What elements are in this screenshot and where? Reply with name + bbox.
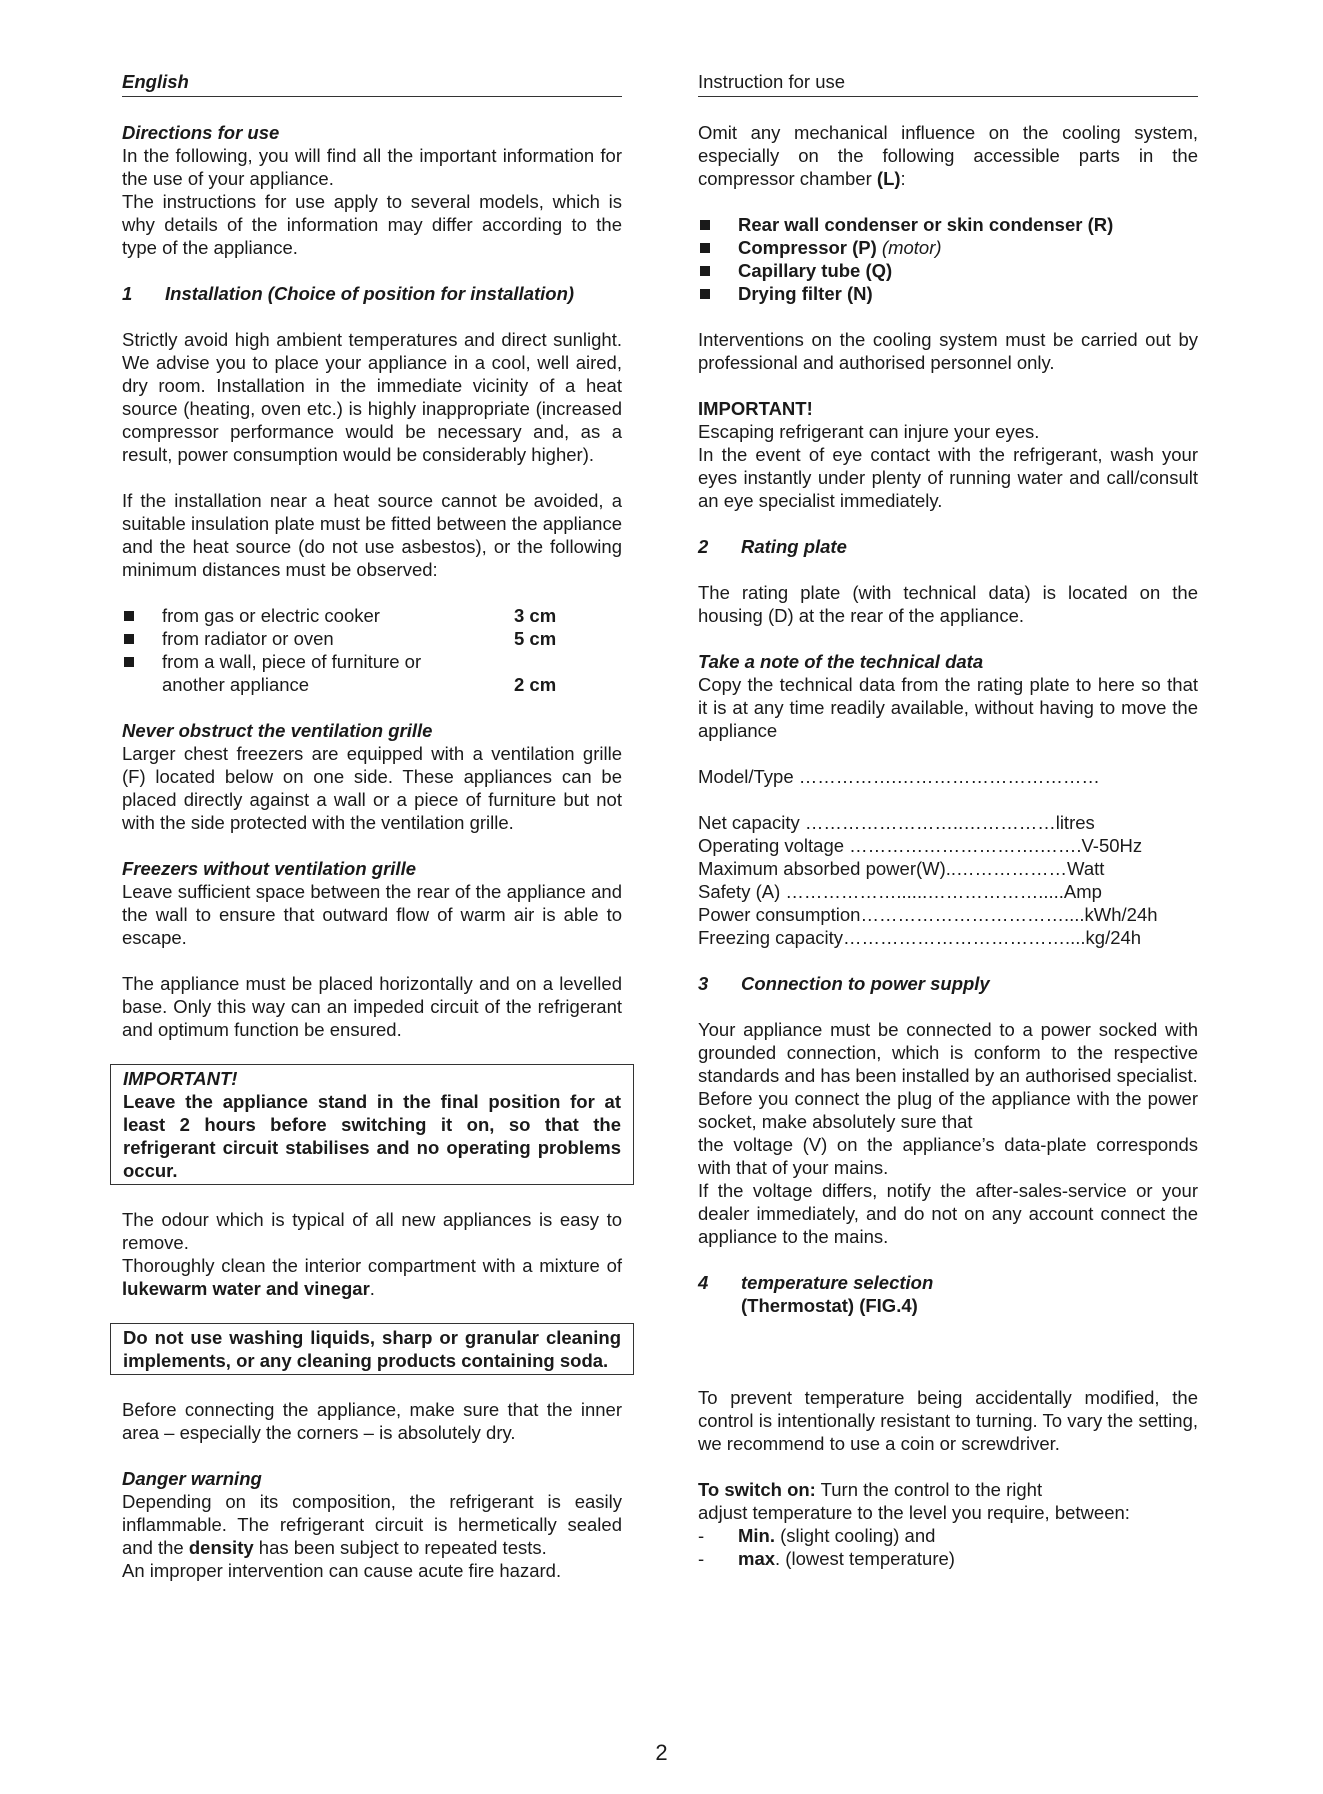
- power-text-3: the voltage (V) on the appliance’s data-plate corresponds with that of your mains.: [698, 1134, 1198, 1178]
- section-title: Installation (Choice of position for installation): [165, 283, 575, 304]
- ventilation-text: Larger chest freezers are equipped with a ventilation grille (F) located below on one side. These appliances can be placed directly against a wall or a piece of furniture but not with the side protected with the ventilation grille.: [122, 743, 622, 833]
- omit-text: Omit any mechanical influence on the cooling system, especially on the following accessible parts in the compressor chamber (L):: [698, 122, 1198, 189]
- danger-title: Danger warning: [122, 1468, 262, 1489]
- important-text: Leave the appliance stand in the final position for at least 2 hours before switching it on, so that the refrigerant circuit stabilises and no operating problems occur.: [123, 1091, 621, 1181]
- section-3-heading: 3 Connection to power supply: [698, 973, 990, 994]
- note-text: Copy the technical data from the rating plate to here so that it is at any time readily available, without having to move the appliance: [698, 674, 1198, 741]
- list-item: from gas or electric cooker 3 cm: [122, 604, 622, 627]
- list-item: - Min. (slight cooling) and: [698, 1525, 936, 1546]
- section-number: 1: [122, 283, 133, 304]
- list-item: from radiator or oven 5 cm: [122, 627, 622, 650]
- switch-on-text: To switch on: Turn the control to the right: [698, 1479, 1043, 1500]
- danger-text-2: An improper intervention can cause acute fire hazard.: [122, 1560, 562, 1581]
- power-text-2: Before you connect the plug of the appliance with the power socket, make absolutely sure that: [698, 1088, 1198, 1132]
- spec-line: Maximum absorbed power(W)..………………Watt: [698, 858, 1105, 879]
- model-line: Model/Type …………….……………………………: [698, 766, 1100, 787]
- installation-text-1: Strictly avoid high ambient temperatures and direct sunlight. We advise you to place your appliance in a cool, well aired, dry room. Installation in the immediate vicinity of a heat source (heating, oven etc.) is highly inappropriate (increased compressor performance would be necessary and, as a result, power consumption would be considerably higher).: [122, 329, 622, 465]
- note-title: Take a note of the technical data: [698, 651, 984, 672]
- list-item: Drying filter (N): [698, 282, 1198, 305]
- washing-warning-text: Do not use washing liquids, sharp or granular cleaning implements, or any cleaning products containing soda.: [123, 1327, 621, 1371]
- no-ventilation-title: Freezers without ventilation grille: [122, 858, 416, 879]
- important-box: [110, 1064, 634, 1185]
- directions-title: Directions for use: [122, 122, 280, 143]
- left-column: [122, 70, 622, 1582]
- adjust-text: adjust temperature to the level you require, between:: [698, 1502, 1130, 1523]
- spec-line: Power consumption……………………………....kWh/24h: [698, 904, 1158, 925]
- list-item: Compressor (P) (motor): [698, 236, 1198, 259]
- language-header: English: [122, 70, 622, 97]
- power-text-1: Your appliance must be connected to a power socked with grounded connection, which is conform to the respective standards and has been installed by an authorised specialist.: [698, 1019, 1198, 1086]
- right-column: [698, 70, 1198, 1570]
- directions-text-1: In the following, you will find all the important information for the use of your appliance.: [122, 145, 622, 189]
- no-ventilation-text: Leave sufficient space between the rear of the appliance and the wall to ensure that outward flow of warm air is able to escape.: [122, 881, 622, 948]
- parts-list: [698, 213, 1198, 305]
- page-number: 2: [655, 1740, 668, 1765]
- dry-text: Before connecting the appliance, make sure that the inner area – especially the corners – is absolutely dry.: [122, 1399, 622, 1443]
- distance-list: [122, 604, 622, 696]
- important-text-2: In the event of eye contact with the refrigerant, wash your eyes instantly under plenty of running water and call/consult an eye specialist immediately.: [698, 444, 1198, 511]
- list-item: from a wall, piece of furniture or another appliance 2 cm: [122, 650, 622, 696]
- important-text-1: Escaping refrigerant can injure your eyes.: [698, 421, 1040, 442]
- power-text-4: If the voltage differs, notify the after-sales-service or your dealer immediately, and do not on any account connect the appliance to the mains.: [698, 1180, 1198, 1247]
- directions-text-2: The instructions for use apply to several models, which is why details of the information may differ according to the type of the appliance.: [122, 191, 622, 258]
- level-text: The appliance must be placed horizontally and on a levelled base. Only this way can an impeded circuit of the refrigerant and optimum function be ensured.: [122, 973, 622, 1040]
- section-4-heading: 4 temperature selection: [698, 1272, 934, 1293]
- installation-text-2: If the installation near a heat source cannot be avoided, a suitable insulation plate must be fitted between the appliance and the heat source (do not use asbestos), or the following minimum distances must be observed:: [122, 490, 622, 580]
- important-title: IMPORTANT!: [698, 398, 813, 419]
- section-4-subtitle: (Thermostat) (FIG.4): [741, 1295, 918, 1316]
- odour-text-1: The odour which is typical of all new appliances is easy to remove.: [122, 1209, 622, 1253]
- danger-text-1: Depending on its composition, the refrigerant is easily inflammable. The refrigerant circuit is hermetically sealed and the density has been subject to repeated tests.: [122, 1491, 622, 1558]
- spec-line: Operating voltage ………………………….…….V-50Hz: [698, 835, 1143, 856]
- ventilation-title: Never obstruct the ventilation grille: [122, 720, 433, 741]
- spec-line: Net capacity ……………………..……………litres: [698, 812, 1095, 833]
- washing-warning-box: [110, 1323, 634, 1375]
- section-header: Instruction for use: [698, 70, 1198, 97]
- list-item: - max. (lowest temperature): [698, 1548, 955, 1569]
- list-item: Capillary tube (Q): [698, 259, 1198, 282]
- section-1-heading: [122, 282, 622, 305]
- list-item: Rear wall condenser or skin condenser (R): [698, 213, 1198, 236]
- spec-line: Safety (A) ………………......……………….....Amp: [698, 881, 1102, 902]
- interventions-text: Interventions on the cooling system must be carried out by professional and authorised personnel only.: [698, 329, 1198, 373]
- odour-text-2: Thoroughly clean the interior compartment with a mixture of lukewarm water and vinegar.: [122, 1255, 622, 1299]
- section-2-heading: 2 Rating plate: [698, 536, 847, 557]
- temperature-text: To prevent temperature being accidentally modified, the control is intentionally resistant to turning. To vary the setting, we recommend to use a coin or screwdriver.: [698, 1387, 1198, 1454]
- important-title: IMPORTANT!: [123, 1068, 238, 1089]
- spec-line: Freezing capacity………………………………....kg/24h: [698, 927, 1142, 948]
- spec-lines: [698, 811, 1198, 949]
- rating-text: The rating plate (with technical data) is located on the housing (D) at the rear of the appliance.: [698, 582, 1198, 626]
